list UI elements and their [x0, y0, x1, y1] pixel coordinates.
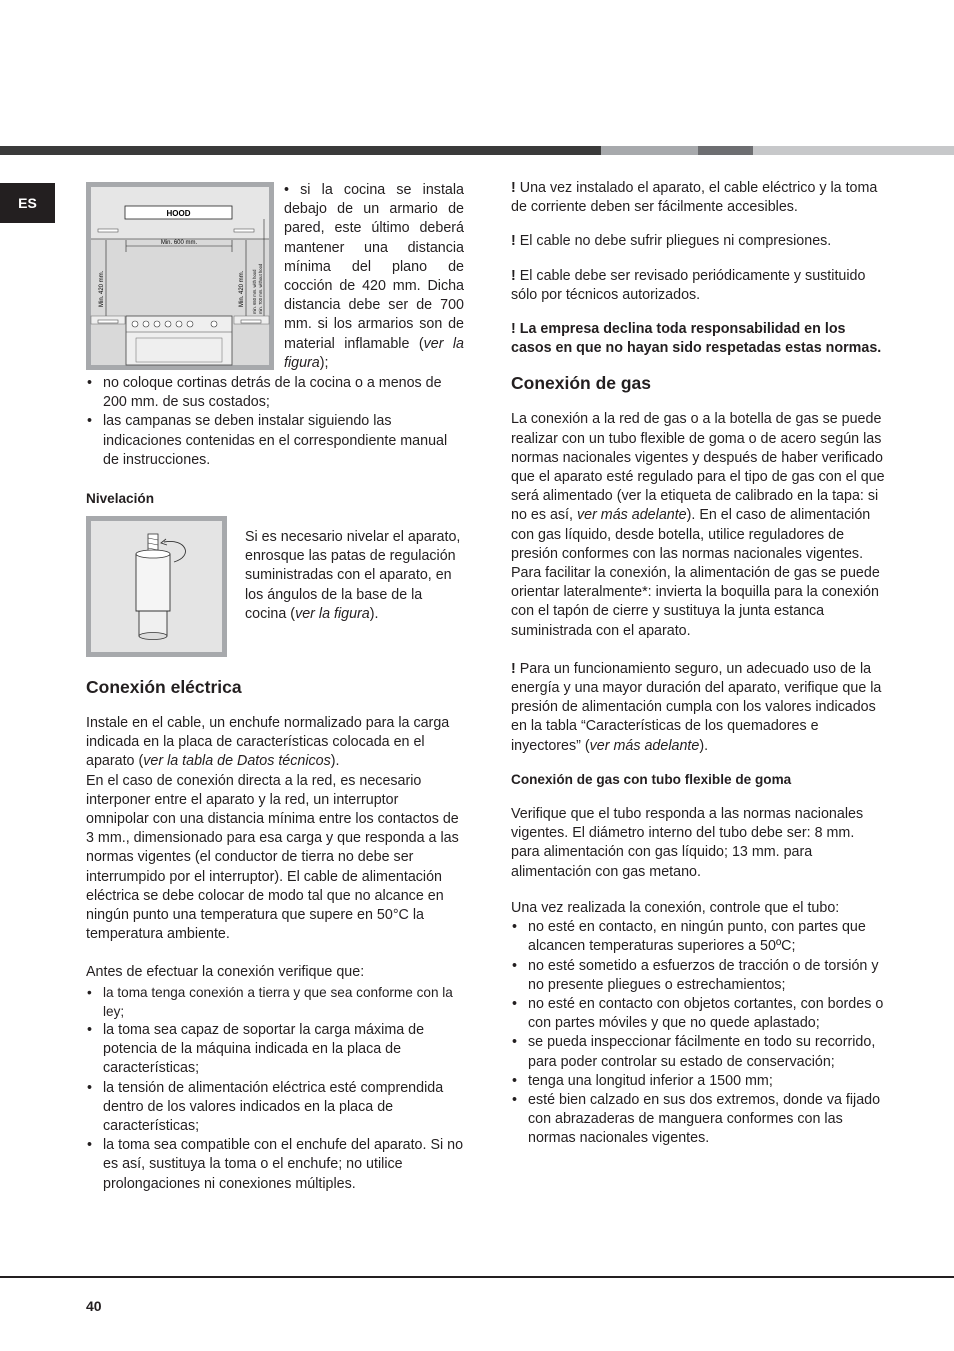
- header-bar-mid: [601, 146, 698, 155]
- list-item: • esté bien calzado en sus dos extremos, donde va fijado con abrazaderas de manguera conformes con las normas nacionales vigentes.: [511, 1091, 886, 1149]
- installation-figure: [86, 182, 274, 370]
- right-column: [511, 179, 886, 1149]
- cabinet-paragraph: • si la cocina se instala debajo de un armario de pared, este último deberá mantener una distancia mínima del plano de cocción de 420 mm. Dicha distancia debe ser de 700 mm. si los armarios son de material inflamable (ver la figura);: [284, 182, 464, 371]
- gas-paragraph: La conexión a la red de gas o a la botella de gas se puede realizar con un tubo flexible de goma o de acero según las normas nacionales vigentes y después de haber verificado que el aparato esté regulado para el tipo de gas con el que será alimentado (ver la etiqueta de calibrado en la tapa: si no es así, ver más adelante). En el caso de alimentación con gas líquido, desde botella, utilice reguladores de presión conformes con las normas nacionales vigentes. Para facilitar la conexión, la alimentación de gas se puede orientar lateralmente*: invierta la boquilla para la conexión con el tapón de cierre y sustituya la junta estanca suministrada con el aparato.: [511, 411, 885, 639]
- list-item: • las campanas se deben instalar siguiendo las indicaciones contenidas en el correspondiente manual de instrucciones.: [86, 412, 464, 470]
- no-hood-height-label: min. 700 mm. without hood: [258, 263, 263, 314]
- electrica-paragraph-1: Instale en el cable, un enchufe normalizado para la carga indicada en la placa de características colocada en el aparato (ver la tabla de Datos técnicos).: [86, 715, 450, 770]
- list-item: • tenga una longitud inferior a 1500 mm;: [511, 1072, 886, 1091]
- warning-icon: !: [511, 660, 516, 677]
- warning-icon: !: [511, 321, 516, 338]
- gas-warning: ! Para un funcionamiento seguro, un adecuado uso de la energía y una mayor duración del aparato, verifique que la presión de alimentación cumpla con los valores indicados en la tabla “Características de los quemadores e inyectores” (ver más adelante).: [511, 660, 882, 754]
- list-item: • no esté sometido a esfuerzos de tracción o de torsión y no presente pliegues o estrechamientos;: [511, 957, 886, 995]
- header-bar: [0, 146, 954, 155]
- header-bar-light: [753, 146, 954, 155]
- placement-list: [86, 374, 464, 470]
- warning-icon: !: [511, 267, 516, 284]
- nivelacion-text: Si es necesario nivelar el aparato, enrosque las patas de regulación suministradas con el aparato, en los ángulos de la base de la cocina (ver la figura).: [245, 529, 461, 622]
- warning-4: ! La empresa declina toda responsabilidad en los casos en que no hayan sido respetadas estas normas.: [511, 321, 882, 357]
- language-tab: ES: [0, 183, 55, 223]
- warning-1: ! Una vez instalado el aparato, el cable eléctrico y la toma de corriente deben ser fácilmente accesibles.: [511, 180, 878, 216]
- width-label: Min. 600 mm.: [160, 240, 198, 246]
- electrica-paragraph-3: Antes de efectuar la conexión verifique que:: [86, 964, 365, 981]
- gas-heading: Conexión de gas: [511, 373, 652, 394]
- flex-paragraph-1: Verifique que el tubo responda a las normas nacionales vigentes. El diámetro interno del tubo debe ser: 8 mm. para alimentación con gas líquido; 13 mm. para alimentación con gas metano.: [511, 806, 864, 880]
- leveling-foot-icon: [86, 516, 227, 657]
- list-item: • se pueda inspeccionar fácilmente en todo su recorrido, para poder controlar su estado de conservación;: [511, 1033, 886, 1071]
- list-item: • no esté en contacto, en ningún punto, con partes que alcancen temperaturas superiores a 50ºC;: [511, 918, 886, 956]
- footer-rule: [0, 1276, 954, 1278]
- header-bar-gray: [698, 146, 753, 155]
- list-item: • no esté en contacto con objetos cortantes, con bordes o con partes móviles y que no quede aplastado;: [511, 995, 886, 1033]
- page-number: 40: [86, 1298, 102, 1314]
- hood-height-label: min. 650 mm. with hood: [252, 269, 257, 314]
- warning-icon: !: [511, 180, 516, 196]
- height-label-right: Min. 420 mm.: [239, 270, 245, 307]
- hood-label: HOOD: [166, 209, 191, 218]
- warning-3: ! El cable debe ser revisado periódicamente y sustituido sólo por técnicos autorizados.: [511, 267, 866, 303]
- electrica-paragraph-2: En el caso de conexión directa a la red, es necesario interponer entre el aparato y la red, un interruptor omnipolar con una distancia mínima entre los contactos de 3 mm., dimensionado para esa carga y que responda a las normas vigentes (el conductor de tierra no debe ser interrumpido por el interruptor). El cable de alimentación eléctrica se debe colocar de modo tal que no alcance en ningún punto una temperatura que supere en 50°C la temperatura ambiente.: [86, 772, 459, 943]
- electrica-body: [86, 714, 464, 1194]
- warning-2: ! El cable no debe sufrir pliegues ni compresiones.: [511, 233, 832, 250]
- flex-heading: Conexión de gas con tubo flexible de goma: [511, 771, 792, 787]
- installation-diagram: [86, 182, 274, 370]
- warning-icon: !: [511, 233, 516, 250]
- list-item: • la toma sea compatible con el enchufe del aparato. Si no es así, sustituya la toma o el enchufe; no utilice prolongaciones ni conexiones múltiples.: [86, 1136, 464, 1194]
- leveling-figure: [86, 516, 227, 657]
- list-item: • no coloque cortinas detrás de la cocina o a menos de 200 mm. de sus costados;: [86, 374, 464, 412]
- flex-paragraph-2: Una vez realizada la conexión, controle que el tubo:: [511, 899, 840, 916]
- electrica-heading: Conexión eléctrica: [86, 677, 242, 697]
- height-label-left: Min. 420 mm.: [99, 270, 105, 307]
- list-item: • la tensión de alimentación eléctrica esté comprendida dentro de los valores indicados en la placa de características;: [86, 1079, 464, 1137]
- nivelacion-heading: Nivelación: [86, 491, 154, 506]
- list-item: • la toma tenga conexión a tierra y que sea conforme con la ley;: [86, 983, 464, 1021]
- list-item: • la toma sea capaz de soportar la carga máxima de potencia de la máquina indicada en la placa de características;: [86, 1021, 464, 1079]
- header-bar-dark: [0, 146, 601, 155]
